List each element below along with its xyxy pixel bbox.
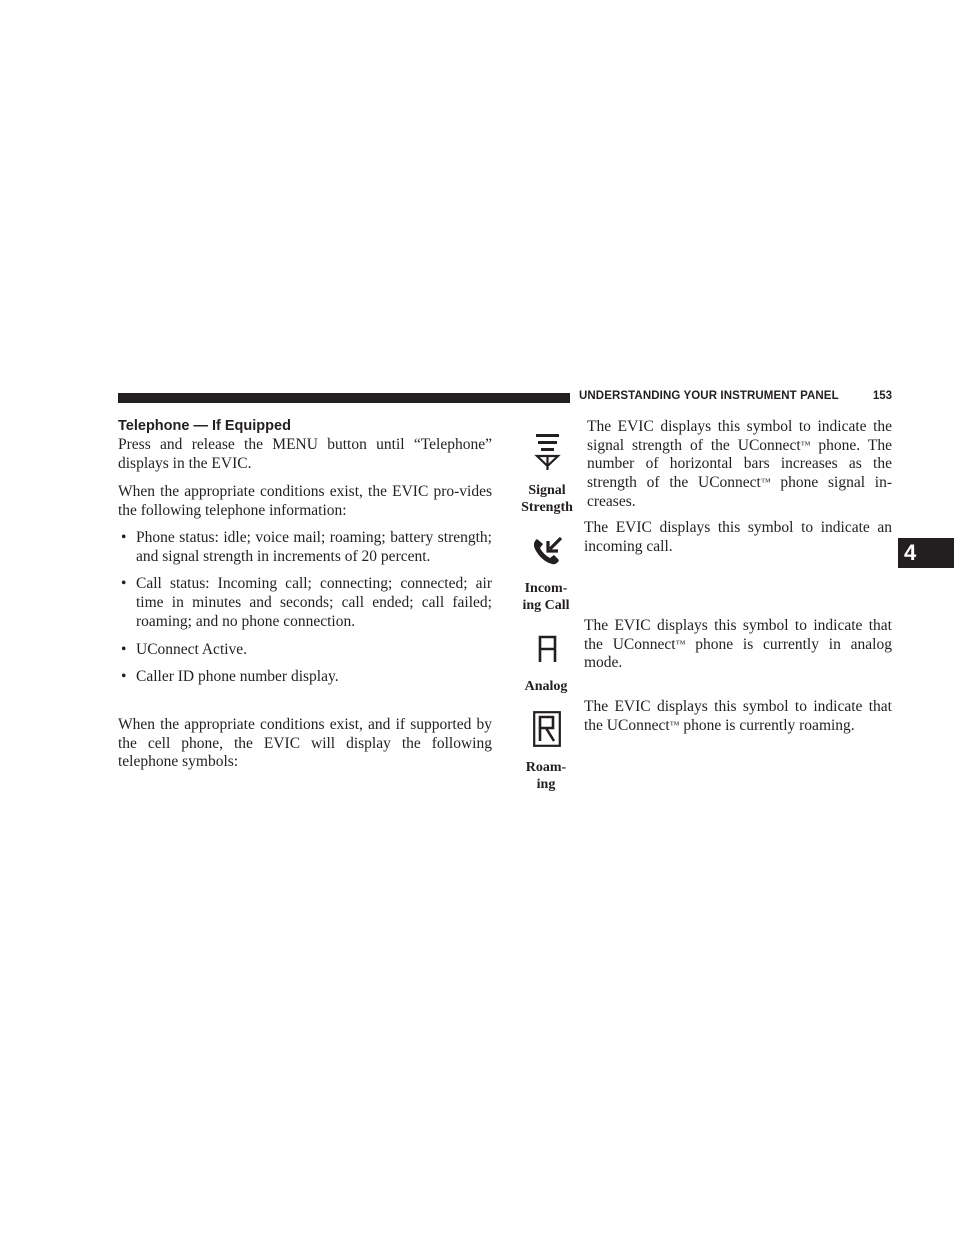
intro-paragraph: Press and release the MENU button until “Telephone” displays in the EVIC. [118, 436, 492, 472]
analog-label: Analog [524, 679, 568, 694]
chapter-tab: 4 [898, 538, 954, 568]
list-item: • Phone status: idle; voice mail; roaming; battery strength; and signal strength in increments of 20 percent. [118, 529, 492, 566]
signal-strength-label: Signal Strength [521, 483, 573, 515]
incoming-call-label: Incom- ing Call [522, 581, 570, 613]
header-rule [118, 393, 570, 403]
roaming-icon [533, 711, 561, 752]
list-item: • Caller ID phone number display. [118, 668, 492, 687]
running-header: UNDERSTANDING YOUR INSTRUMENT PANEL [579, 390, 839, 402]
symbols-intro-paragraph: When the appropriate conditions exist, and if supported by the cell phone, the EVIC will display the following telephone symbols: [118, 716, 492, 771]
telephone-info-list [118, 529, 492, 687]
section-heading: Telephone — If Equipped [118, 418, 291, 434]
roaming-description: The EVIC displays this symbol to indicate that the UConnect™ phone is currently roaming. [584, 698, 892, 734]
roaming-label: Roam- ing [525, 760, 567, 792]
incoming-call-icon [531, 535, 565, 572]
analog-icon [537, 634, 559, 669]
conditions-paragraph: When the appropriate conditions exist, the EVIC pro-vides the following telephone information: [118, 483, 492, 519]
page-number: 153 [872, 390, 892, 402]
list-item: • UConnect Active. [118, 641, 492, 660]
signal-strength-description: The EVIC displays this symbol to indicate the signal strength of the UConnect™ phone. The number of horizontal bars increases as the strength of the UConnect™ phone signal in-creases. [587, 418, 892, 510]
analog-description: The EVIC displays this symbol to indicate that the UConnect™ phone is currently in analog mode. [584, 617, 892, 672]
list-item: • Call status: Incoming call; connecting; connected; air time in minutes and seconds; call ended; call failed; roaming; and no phone connection. [118, 575, 492, 631]
incoming-call-description: The EVIC displays this symbol to indicate an incoming call. [584, 519, 892, 555]
signal-strength-icon [532, 432, 564, 477]
